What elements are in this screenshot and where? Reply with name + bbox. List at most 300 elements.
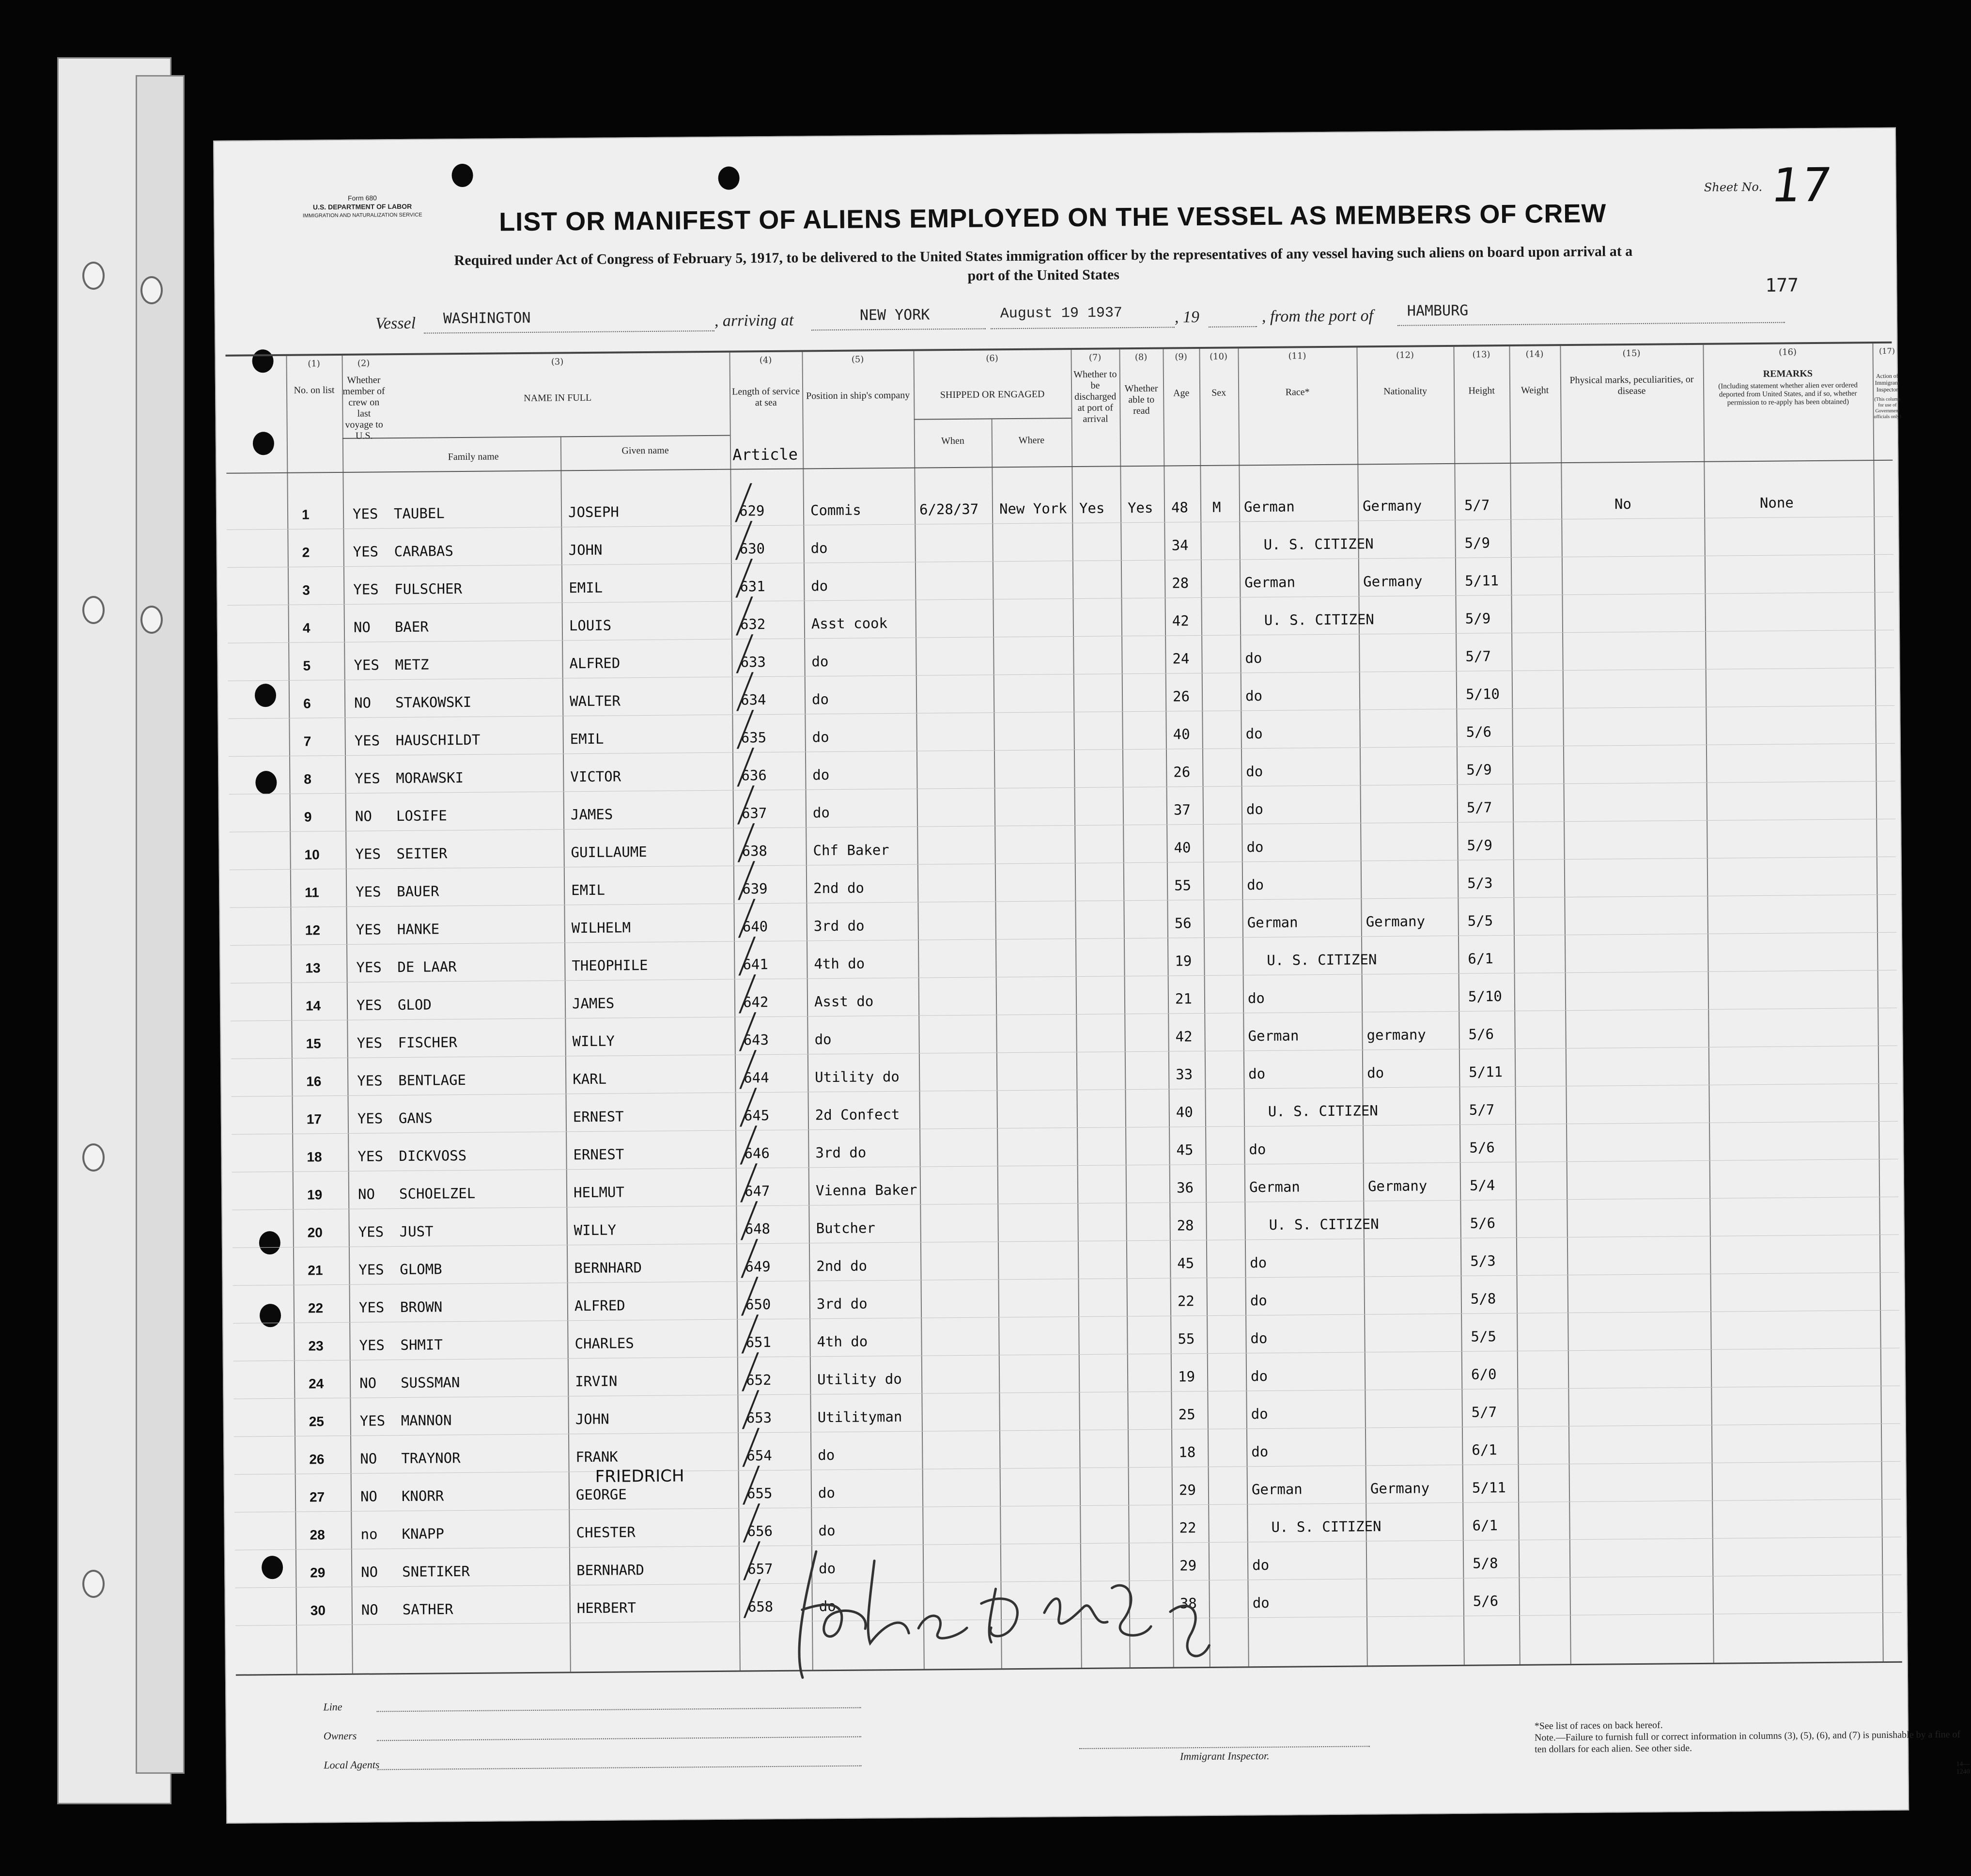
col-num-15: (15) (1622, 348, 1641, 359)
height: 5/6 (1470, 1215, 1496, 1232)
discharged: Yes (1079, 500, 1105, 516)
service-number: 642 (743, 994, 769, 1011)
row-number: 19 (307, 1187, 323, 1203)
height: 5/8 (1473, 1555, 1498, 1572)
crew-manifest-table (225, 342, 1902, 1676)
row-number: 4 (302, 620, 310, 636)
col-num-7: (7) (1088, 352, 1102, 363)
given-name: THEOPHILE (572, 957, 648, 974)
last-voyage: NO (361, 1601, 378, 1618)
position: 3rd do (816, 1295, 868, 1313)
height: 5/9 (1467, 837, 1493, 854)
position: 2nd do (813, 879, 865, 897)
row-number: 5 (303, 658, 311, 673)
from-port-label: , from the port of (1261, 307, 1374, 326)
sheet-number: 17 (1768, 157, 1835, 213)
given-name: CHESTER (576, 1524, 636, 1541)
given-name: EMIL (571, 881, 605, 899)
binder-hole (82, 596, 105, 624)
height: 5/11 (1469, 1063, 1503, 1080)
position: Utility do (817, 1370, 902, 1388)
row-number: 29 (310, 1565, 326, 1580)
given-name: GUILLAUME (571, 844, 647, 861)
row-number: 16 (306, 1074, 322, 1089)
race: German (1248, 1027, 1299, 1045)
given-name: JOHN (568, 541, 603, 559)
age: 22 (1179, 1519, 1196, 1536)
given-name: BERNHARD (576, 1562, 645, 1579)
position: do (814, 1031, 832, 1048)
service-number: 629 (739, 502, 765, 519)
col-num-8: (8) (1134, 352, 1148, 363)
service-number: 631 (740, 578, 765, 595)
family-name: JUST (399, 1223, 434, 1240)
position: do (811, 578, 828, 594)
height: 5/7 (1464, 497, 1490, 514)
position: do (812, 729, 829, 746)
height: 5/10 (1468, 988, 1502, 1005)
family-name: SATHER (402, 1601, 453, 1618)
age: 55 (1178, 1330, 1195, 1347)
given-name: ALFRED (574, 1297, 625, 1314)
position: 3rd do (815, 1144, 867, 1161)
service-number: 651 (745, 1334, 772, 1351)
last-voyage: no (360, 1526, 378, 1543)
service-number: 633 (740, 654, 766, 671)
race: U. S. CITIZEN (1263, 535, 1374, 553)
race: U. S. CITIZEN (1267, 951, 1377, 969)
height: 5/6 (1468, 1026, 1494, 1043)
height: 5/6 (1473, 1593, 1499, 1610)
immigrant-inspector-label: Immigrant Inspector. (1079, 1746, 1370, 1764)
col-num-12: (12) (1396, 350, 1414, 360)
last-voyage: YES (359, 1337, 385, 1354)
last-voyage: NO (360, 1488, 378, 1505)
height: 5/4 (1469, 1177, 1495, 1194)
position: do (811, 691, 829, 708)
sex: M (1212, 499, 1221, 516)
last-voyage: YES (358, 1261, 384, 1278)
punch-hole (451, 164, 473, 187)
race: do (1250, 1329, 1268, 1347)
family-name: MANNON (401, 1412, 452, 1429)
position: Butcher (816, 1219, 876, 1237)
given-name: EMIL (570, 730, 604, 748)
height: 5/8 (1470, 1290, 1496, 1307)
inspector-signature (773, 1529, 1234, 1688)
service-number: 656 (747, 1523, 773, 1540)
family-name: BAER (394, 618, 429, 636)
col-num-13: (13) (1472, 349, 1490, 360)
row-number: 9 (304, 809, 312, 825)
age: 36 (1176, 1179, 1194, 1196)
race: do (1248, 1065, 1266, 1082)
position: Utility do (815, 1068, 900, 1086)
family-name: FISCHER (398, 1034, 457, 1051)
family-name: LOSIFE (396, 807, 447, 825)
row-number: 11 (305, 885, 319, 900)
race: U. S. CITIZEN (1268, 1102, 1378, 1120)
subtitle-line-1: Required under Act of Congress of February 5, 1917, to be delivered to the United States immigration officer by the representatives of any vessel having such aliens on board upon arrival at a (454, 243, 1633, 269)
last-voyage: YES (354, 657, 380, 673)
departure-port: HAMBURG (1407, 302, 1469, 320)
service-number: 657 (747, 1561, 773, 1578)
nationality: germany (1366, 1026, 1426, 1044)
header-discharged: Whether to be discharged at port of arrival (1073, 369, 1117, 424)
last-voyage: YES (355, 845, 381, 862)
family-name: METZ (395, 656, 429, 673)
col-num-6: (6) (986, 353, 998, 364)
last-voyage: NO (360, 1450, 377, 1467)
age: 42 (1175, 1028, 1193, 1045)
family-name: GLOD (397, 996, 432, 1014)
position: 3rd do (813, 917, 865, 935)
given-name: GEORGE (575, 1486, 627, 1503)
header-name-in-full: NAME IN FULL (524, 392, 592, 404)
age: 29 (1179, 1482, 1196, 1499)
vessel-label: Vessel (375, 314, 416, 333)
shipped-where: New York (999, 500, 1067, 517)
position: Utilityman (817, 1408, 902, 1426)
age: 28 (1177, 1217, 1194, 1234)
binder-hole (82, 262, 105, 290)
nationality: Germany (1367, 1177, 1428, 1195)
local-agents-label: Local Agents (324, 1758, 380, 1771)
last-voyage: NO (357, 1186, 375, 1203)
age: 29 (1179, 1557, 1197, 1574)
col-num-10: (10) (1210, 351, 1228, 362)
age: 21 (1175, 990, 1193, 1007)
family-name: BAUER (397, 883, 439, 900)
header-height: Height (1468, 385, 1495, 396)
race: U. S. CITIZEN (1264, 611, 1374, 628)
header-given-name: Given name (621, 445, 669, 456)
sheet-number-label: Sheet No. (1704, 180, 1763, 194)
height: 5/9 (1465, 610, 1491, 627)
row-number: 13 (305, 960, 321, 976)
given-name: VICTOR (570, 768, 621, 785)
row-number: 2 (302, 545, 310, 560)
position: Asst do (814, 993, 874, 1010)
given-name: WALTER (569, 692, 621, 710)
race: do (1252, 1594, 1270, 1611)
age: 19 (1178, 1368, 1195, 1385)
penalty-note: Note.—Failure to furnish full or correct information in columns (3), (5), (6), and (7) is punishable by a fine of ten dollars for each alien. See other side. (1534, 1729, 1961, 1755)
height: 5/5 (1467, 912, 1493, 929)
binder-hole (140, 606, 163, 634)
age: 28 (1172, 575, 1189, 592)
last-voyage: YES (357, 1072, 383, 1089)
race: German (1249, 1178, 1300, 1196)
family-name: CARABAS (394, 543, 454, 560)
binder-hole (82, 1570, 105, 1598)
last-voyage: YES (352, 505, 378, 522)
year-label: , 19 (1174, 308, 1200, 327)
race: German (1244, 574, 1296, 591)
row-number: 14 (305, 998, 321, 1014)
age: 18 (1179, 1444, 1196, 1461)
given-name: ERNEST (573, 1146, 624, 1163)
position: 2nd do (816, 1257, 868, 1275)
row-number: 7 (303, 734, 311, 749)
header-sex: Sex (1211, 387, 1226, 398)
position: 4th do (814, 955, 865, 972)
family-name: GLOMB (400, 1261, 442, 1278)
last-voyage: YES (357, 1034, 383, 1051)
height: 5/11 (1465, 572, 1499, 589)
arriving-label: , arriving at (714, 311, 794, 330)
age: 40 (1176, 1104, 1193, 1121)
family-name: DICKVOSS (399, 1147, 467, 1165)
row-number: 18 (307, 1149, 322, 1165)
service-number: 649 (745, 1258, 771, 1275)
family-name: SNETIKER (402, 1563, 470, 1580)
given-name: HELMUT (573, 1184, 624, 1201)
service-number: 652 (745, 1372, 772, 1389)
service-number: 658 (747, 1598, 774, 1615)
given-name: CHARLES (574, 1335, 634, 1352)
header-when: When (941, 435, 964, 447)
physical-marks: No (1614, 496, 1632, 513)
department-name: U.S. DEPARTMENT OF LABOR (312, 202, 412, 211)
age: 48 (1171, 499, 1189, 516)
last-voyage: YES (356, 883, 381, 900)
age: 45 (1176, 1141, 1194, 1158)
family-name: BENTLAGE (398, 1071, 466, 1089)
header-shipped-engaged: SHIPPED OR ENGAGED (940, 389, 1045, 401)
family-name: BROWN (400, 1298, 443, 1316)
last-voyage: YES (357, 1110, 383, 1127)
race: German (1251, 1481, 1303, 1498)
remarks: None (1759, 494, 1794, 511)
position: do (818, 1485, 836, 1501)
given-name: WILLY (574, 1221, 617, 1239)
manifest-footer (323, 1679, 1970, 1798)
service-number: 640 (742, 918, 768, 935)
given-name: ERNEST (573, 1108, 624, 1126)
position: do (818, 1447, 835, 1464)
age: 38 (1179, 1595, 1197, 1612)
manifest-sheet (213, 127, 1970, 1824)
service-number: 650 (745, 1296, 771, 1313)
family-name: SEITER (396, 845, 448, 862)
age: 42 (1172, 612, 1189, 629)
given-name: EMIL (569, 579, 603, 596)
height: 5/3 (1467, 875, 1493, 891)
col-num-3: (3) (551, 357, 564, 367)
race: do (1250, 1254, 1267, 1271)
family-name: HAUSCHILDT (395, 731, 481, 749)
row-number: 26 (309, 1452, 325, 1467)
position: do (818, 1522, 836, 1539)
family-name: TRAYNOR (401, 1450, 461, 1467)
age: 26 (1173, 764, 1191, 781)
position: Chf Baker (813, 842, 889, 859)
last-voyage: YES (358, 1299, 385, 1316)
family-name: DE LAAR (397, 958, 457, 976)
shipped-when: 6/28/37 (919, 500, 979, 518)
last-voyage: YES (359, 1412, 386, 1429)
position: 2d Confect (815, 1106, 900, 1124)
row-number: 23 (308, 1338, 324, 1354)
age: 33 (1176, 1066, 1193, 1083)
given-name: ALFRED (569, 655, 621, 672)
row-number: 6 (303, 696, 311, 711)
header-inspector-action: Action of Immigrant Inspector (1875, 372, 1900, 393)
height: 5/11 (1472, 1479, 1506, 1496)
age: 55 (1174, 877, 1192, 894)
service-number: 653 (746, 1409, 772, 1426)
col-num-4: (4) (759, 355, 772, 366)
nationality: do (1367, 1064, 1384, 1081)
row-number: 22 (308, 1300, 324, 1316)
print-code: 14—1240 (1956, 1760, 1970, 1776)
binder-hole (82, 1143, 105, 1172)
height: 5/9 (1464, 534, 1490, 551)
service-number: 634 (740, 691, 766, 708)
service-number: 645 (744, 1107, 770, 1124)
given-name: WILHELM (571, 919, 631, 937)
position: 4th do (817, 1333, 868, 1350)
race: do (1249, 1141, 1266, 1158)
row-number: 12 (305, 922, 321, 938)
race: do (1246, 839, 1264, 856)
height: 5/5 (1471, 1328, 1496, 1345)
family-name: KNAPP (402, 1525, 445, 1543)
col-num-1: (1) (308, 359, 320, 369)
last-voyage: YES (356, 959, 382, 976)
given-name: LOUIS (569, 617, 612, 634)
height: 6/1 (1472, 1441, 1497, 1458)
service-number: 644 (744, 1069, 769, 1086)
height: 5/7 (1471, 1404, 1497, 1421)
race: do (1245, 725, 1263, 742)
service-number: 635 (741, 729, 767, 746)
family-name: GANS (398, 1110, 433, 1127)
family-name: KNORR (401, 1487, 444, 1505)
col-num-9: (9) (1175, 352, 1187, 362)
position: do (810, 540, 828, 557)
nationality: Germany (1362, 497, 1422, 515)
position: do (812, 766, 830, 783)
age: 22 (1177, 1293, 1195, 1310)
position: do (819, 1597, 836, 1615)
service-number: 638 (742, 843, 768, 860)
service-number: 630 (739, 540, 765, 557)
col-num-14: (14) (1525, 349, 1544, 360)
subtitle-line-2: port of the United States (967, 266, 1120, 284)
service-number: 641 (743, 956, 768, 973)
nationality: Germany (1370, 1480, 1430, 1497)
height: 6/0 (1471, 1366, 1497, 1383)
row-number: 27 (309, 1489, 325, 1505)
given-name-correction: FRIEDRICH (595, 1466, 684, 1486)
given-name: KARL (573, 1070, 607, 1088)
position: Asst cook (811, 615, 888, 632)
height: 5/7 (1469, 1101, 1495, 1118)
service-number: 639 (742, 880, 768, 897)
row-number: 8 (304, 771, 312, 787)
age: 45 (1177, 1255, 1195, 1272)
age: 26 (1172, 688, 1190, 705)
race: do (1246, 801, 1263, 818)
footer-note (1535, 1717, 1971, 1755)
given-name: FRANK (575, 1448, 618, 1466)
row-number: 28 (310, 1527, 325, 1543)
last-voyage: NO (361, 1563, 378, 1580)
age: 25 (1178, 1406, 1195, 1423)
age: 19 (1175, 953, 1192, 969)
race: do (1251, 1443, 1269, 1460)
age: 40 (1173, 726, 1190, 743)
age: 34 (1171, 537, 1189, 554)
col-num-5: (5) (851, 354, 864, 365)
race: do (1246, 763, 1263, 780)
race: do (1245, 688, 1263, 704)
service-number: 655 (746, 1485, 773, 1502)
row-number: 20 (307, 1225, 323, 1240)
height: 5/7 (1466, 799, 1492, 816)
family-name: SHMIT (400, 1336, 443, 1354)
nationality: Germany (1363, 573, 1423, 590)
punch-hole (718, 166, 739, 189)
header-age: Age (1173, 388, 1190, 399)
age: 40 (1174, 839, 1191, 856)
given-name: JAMES (570, 806, 613, 823)
row-number: 30 (310, 1603, 326, 1618)
header-where: Where (1018, 435, 1045, 446)
owners-label: Owners (323, 1729, 357, 1742)
races-note: *See list of races on back hereof. (1534, 1720, 1663, 1732)
last-voyage: YES (354, 732, 380, 749)
last-voyage: YES (356, 997, 382, 1014)
family-name: MORAWSKI (396, 769, 464, 787)
nationality: Germany (1366, 913, 1426, 930)
race: U. S. CITIZEN (1269, 1216, 1379, 1233)
service-number: 646 (744, 1145, 770, 1162)
service-number: 632 (740, 616, 766, 633)
document-subtitle (302, 241, 1785, 291)
col-num-2: (2) (357, 358, 370, 369)
service-name: IMMIGRATION AND NATURALIZATION SERVICE (302, 212, 422, 219)
height: 5/3 (1470, 1252, 1496, 1269)
row-number: 21 (308, 1263, 323, 1278)
last-voyage: NO (359, 1375, 377, 1391)
crew-rows (227, 479, 1893, 1618)
family-name: FULSCHER (394, 580, 463, 598)
col-num-16: (16) (1778, 347, 1797, 358)
height: 5/9 (1466, 761, 1492, 778)
given-name: JOHN (575, 1410, 609, 1428)
given-name: HERBERT (576, 1599, 636, 1617)
header-weight: Weight (1521, 385, 1549, 396)
article-note: Article (732, 445, 798, 464)
given-name: JAMES (572, 995, 615, 1012)
able-to-read: Yes (1127, 499, 1153, 516)
race: German (1247, 914, 1298, 931)
given-name: IRVIN (575, 1373, 618, 1390)
last-voyage: YES (356, 921, 382, 938)
family-name: SCHOELZEL (399, 1185, 476, 1203)
col-num-11: (11) (1288, 351, 1306, 361)
header-length-of-service: Length of service at sea (732, 386, 800, 408)
position: Commis (810, 501, 861, 519)
height: 6/1 (1468, 950, 1493, 967)
adjacent-page-strip-inner (136, 75, 185, 1774)
service-number: 636 (741, 767, 767, 784)
age: 24 (1172, 650, 1190, 667)
position: Vienna Baker (815, 1181, 917, 1199)
